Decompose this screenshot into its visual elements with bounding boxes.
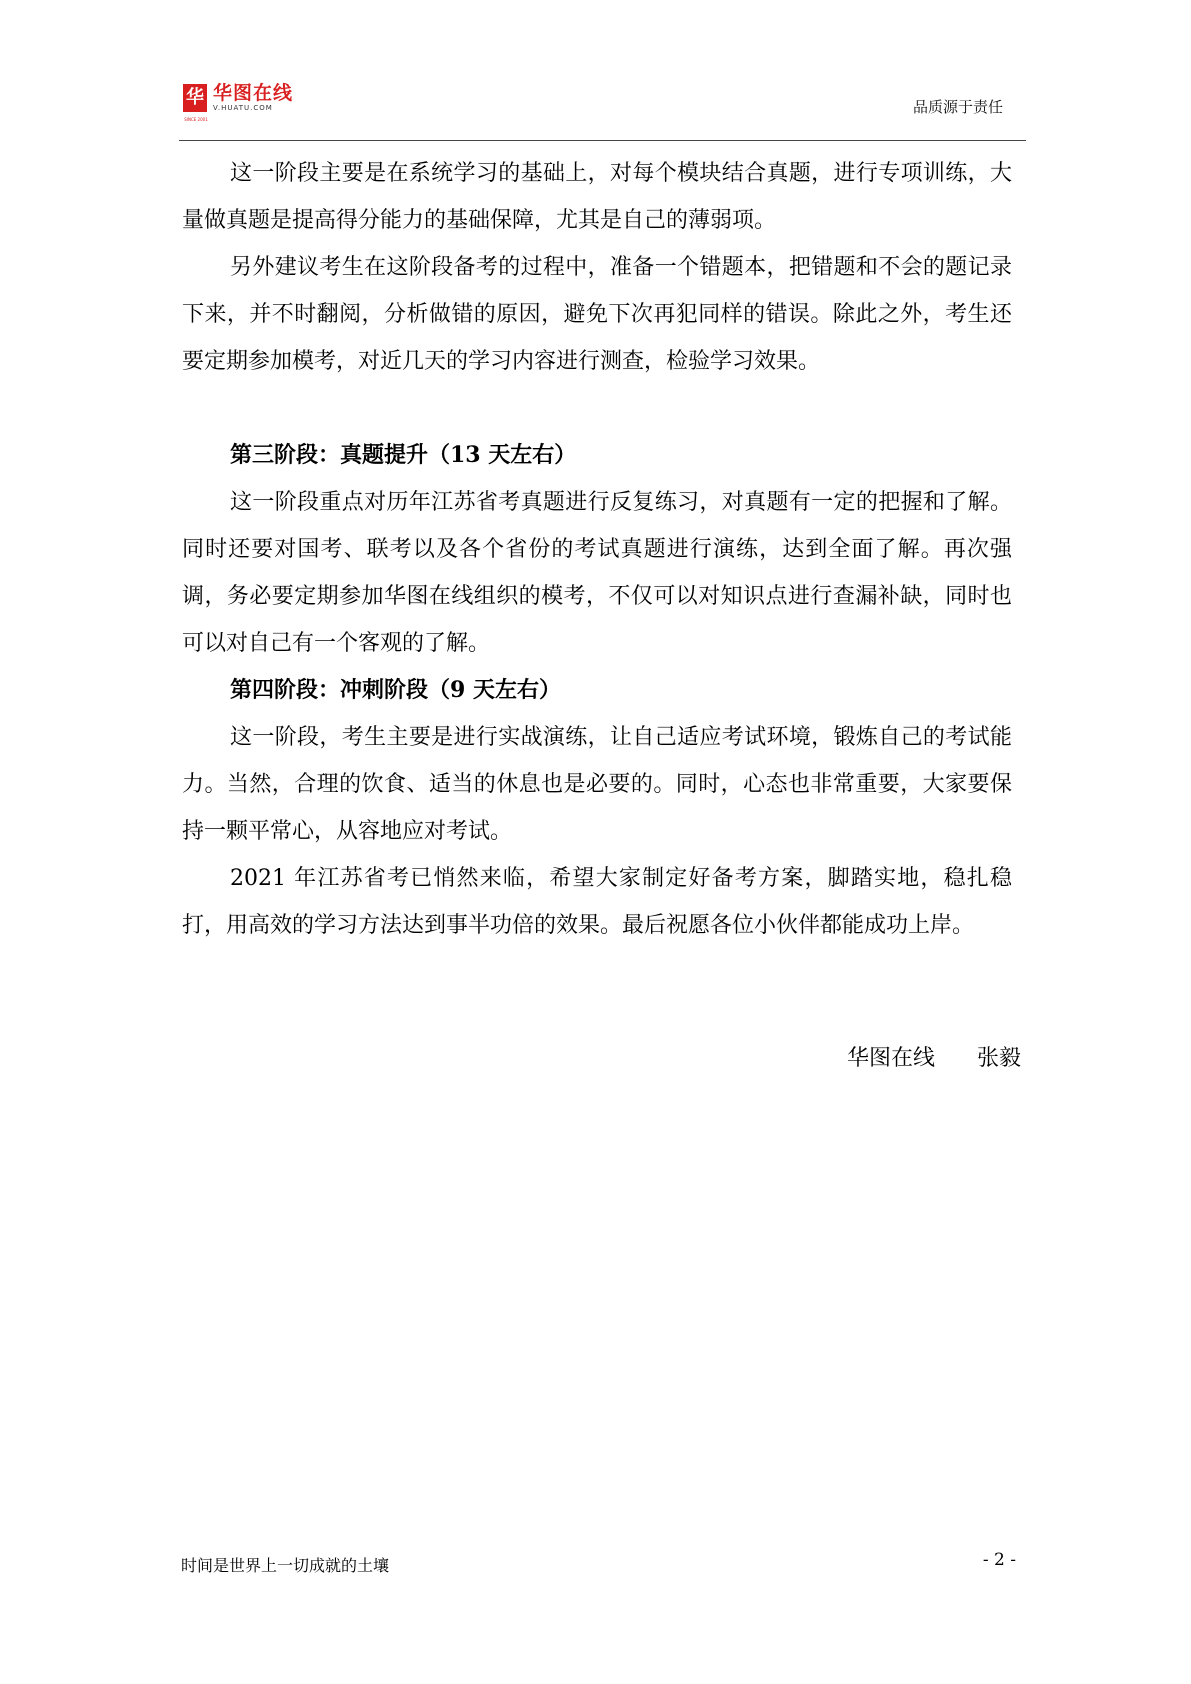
paragraph-closing: 2021 年江苏省考已悄然来临，希望大家制定好备考方案，脚踏实地，稳扎稳打，用高效的学习方法达到事半功倍的效果。最后祝愿各位小伙伴都能成功上岸。 <box>182 866 1012 938</box>
author-signature: 华图在线 张毅 <box>847 1046 1021 1071</box>
page-header <box>183 82 1023 142</box>
heading-stage-4: 第四阶段：冲刺阶段（9 天左右） <box>230 677 561 703</box>
document-body <box>182 150 1012 949</box>
heading-stage-3: 第三阶段：真题提升（13 天左右） <box>230 442 577 468</box>
huatu-logo <box>183 82 294 122</box>
header-divider <box>179 140 1026 141</box>
logo-mark-glyph: 华 <box>186 86 204 108</box>
page-number: - 2 - <box>982 1550 1016 1570</box>
paragraph-stage-3: 这一阶段重点对历年江苏省考真题进行反复练习，对真题有一定的把握和了解。同时还要对国考、联考以及各个省份的考试真题进行演练，达到全面了解。再次强调，务必要定期参加华图在线组织的模考，不仅可以对知识点进行查漏补缺，同时也可以对自己有一个客观的了解。 <box>182 490 1012 656</box>
huatu-logo-icon <box>183 84 208 122</box>
paragraph-stage2-practice: 这一阶段主要是在系统学习的基础上，对每个模块结合真题，进行专项训练，大量做真题是提高得分能力的基础保障，尤其是自己的薄弱项。 <box>182 161 1012 233</box>
logo-text <box>213 82 293 113</box>
paragraph-stage-4: 这一阶段，考生主要是进行实战演练，让自己适应考试环境，锻炼自己的考试能力。当然，合理的饮食、适当的休息也是必要的。同时，心态也非常重要，大家要保持一颗平常心，从容地应对考试。 <box>182 725 1012 844</box>
footer-motto: 时间是世界上一切成就的土壤 <box>181 1556 390 1575</box>
paragraph-error-notebook: 另外建议考生在这阶段备考的过程中，准备一个错题本，把错题和不会的题记录下来，并不时翻阅，分析做错的原因，避免下次再犯同样的错误。除此之外，考生还要定期参加模考，对近几天的学习内容进行测查，检验学习效果。 <box>182 255 1012 374</box>
paragraph-spacer <box>182 385 1012 432</box>
header-slogan: 品质源于责任 <box>912 98 1003 116</box>
logo-url: V.HUATU.COM <box>213 104 273 112</box>
logo-name: 华图在线 <box>213 82 294 104</box>
logo-since: SINCE 2001 <box>184 116 208 122</box>
